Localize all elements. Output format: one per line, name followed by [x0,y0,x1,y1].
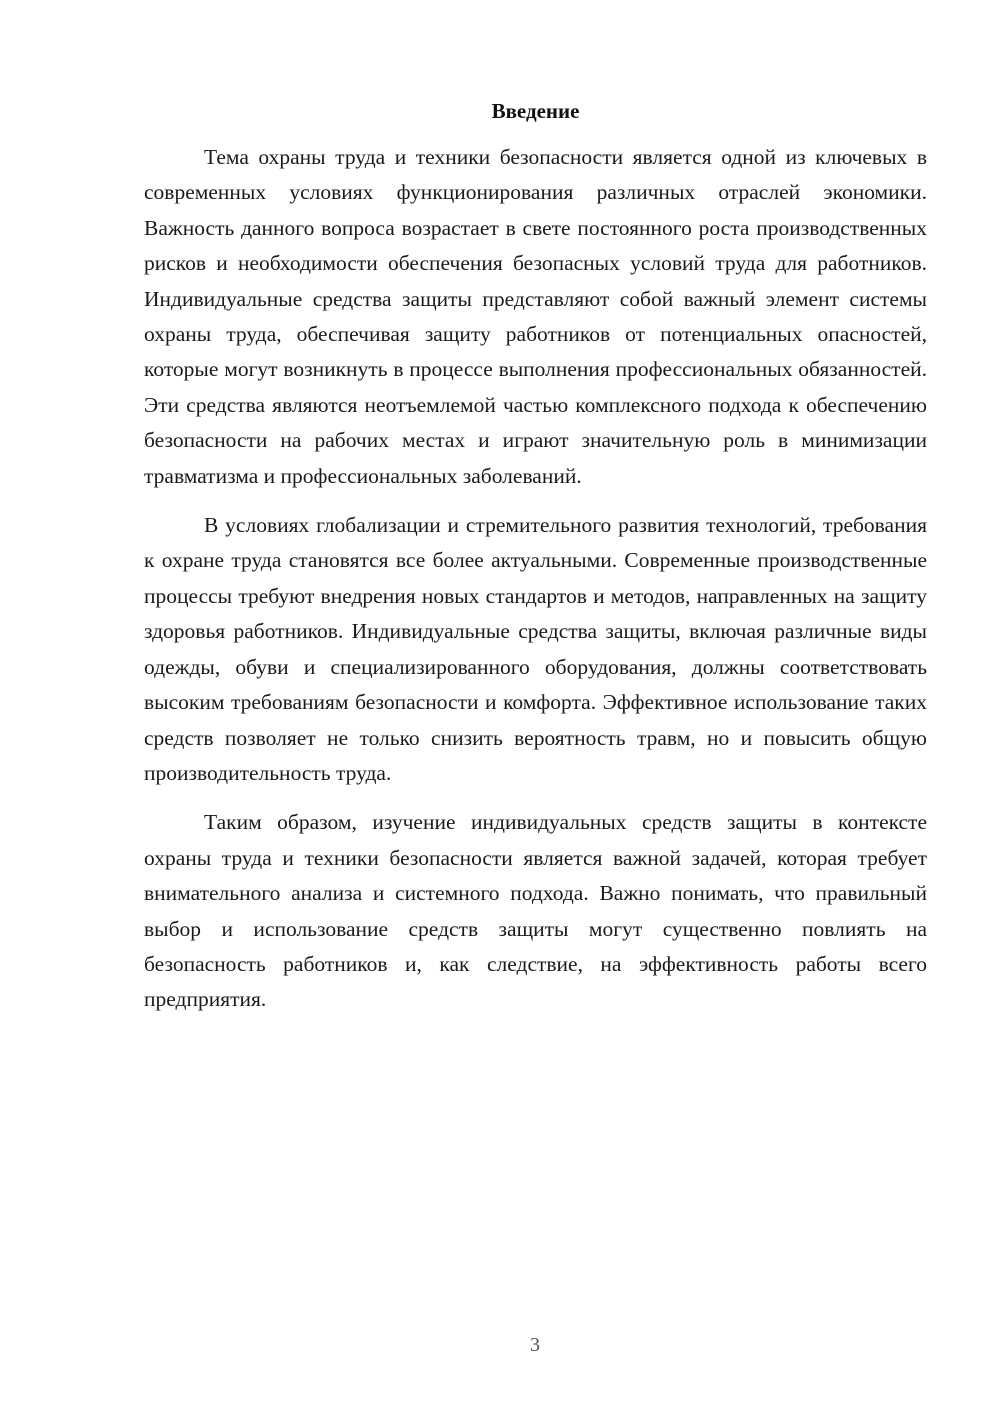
paragraph-1: Тема охраны труда и техники безопасности является одной из ключевых в современных условиях функционирования различных отраслей экономики. Важность данного вопроса возрастает в свете постоянного роста производственных рисков и необходимости обеспечения безопасных условий труда для работников. Индивидуальные средства защиты представляют собой важный элемент системы охраны труда, обеспечивая защиту работников от потенциальных опасностей, которые могут возникнуть в процессе выполнения профессиональных обязанностей. Эти средства являются неотъемлемой частью комплексного подхода к обеспечению безопасности на рабочих местах и играют значительную роль в минимизации травматизма и профессиональных заболеваний. [144,145,927,488]
section-title: Введение [491,99,580,123]
paragraph-3: Таким образом, изучение индивидуальных средств защиты в контексте охраны труда и техники безопасности является важной задачей, которая требует внимательного анализа и системного подхода. Важно понимать, что правильный выбор и использование средств защиты могут существенно повлиять на безопасность работников и, как следствие, на эффективность работы всего предприятия. [144,810,927,1012]
page-number: 3 [530,1334,540,1356]
page-content [144,94,927,1032]
paragraph-2: В условиях глобализации и стремительного развития технологий, требования к охране труда становятся все более актуальными. Современные производственные процессы требуют внедрения новых стандартов и методов, направленных на защиту здоровья работников. Индивидуальные средства защиты, включая различные виды одежды, обуви и специализированного оборудования, должны соответствовать высоким требованиям безопасности и комфорта. Эффективное использование таких средств позволяет не только снизить вероятность травм, но и повысить общую производительность труда. [144,513,927,785]
